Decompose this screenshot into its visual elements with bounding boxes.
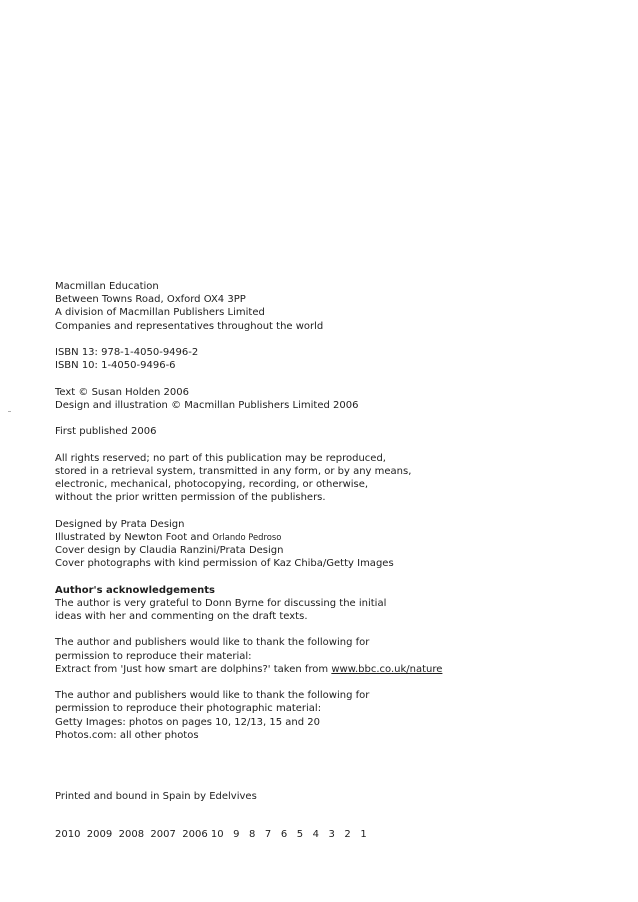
permissions-material-line: The author and publishers would like to thank the following for bbox=[55, 637, 370, 649]
copyright-block bbox=[55, 386, 615, 412]
permissions-photos-line: Getty Images: photos on pages 10, 12/13, 15 and 20 bbox=[55, 716, 321, 728]
bbc-nature-link[interactable]: www.bbc.co.uk/nature bbox=[331, 663, 443, 675]
acknowledgements-line: ideas with her and commenting on the draft texts. bbox=[55, 610, 308, 622]
copyright-text: Text © Susan Holden 2006 bbox=[55, 386, 190, 398]
first-published: First published 2006 bbox=[55, 426, 157, 438]
acknowledgements-block bbox=[55, 584, 615, 624]
rights-line: stored in a retrieval system, transmitted in any form, or by any means, bbox=[55, 465, 412, 477]
permissions-material-block bbox=[55, 636, 615, 676]
margin-mark bbox=[8, 411, 11, 412]
cover-design: Cover design by Claudia Ranzini/Prata Design bbox=[55, 544, 284, 556]
rights-line: electronic, mechanical, photocopying, recording, or otherwise, bbox=[55, 478, 369, 490]
copyright-design: Design and illustration © Macmillan Publishers Limited 2006 bbox=[55, 399, 359, 411]
publisher-division: A division of Macmillan Publishers Limited bbox=[55, 307, 265, 319]
publisher-address: Between Towns Road, Oxford OX4 3PP bbox=[55, 294, 246, 306]
impression-numbers: 10 9 8 7 6 5 4 3 2 1 bbox=[210, 829, 367, 840]
illustrated-by-prefix: Illustrated by Newton Foot and bbox=[55, 531, 213, 543]
imprint-text bbox=[55, 280, 615, 742]
rights-line: All rights reserved; no part of this publication may be reproduced, bbox=[55, 452, 386, 464]
designed-by: Designed by Prata Design bbox=[55, 518, 185, 530]
acknowledgements-heading: Author's acknowledgements bbox=[55, 584, 215, 596]
isbn-block bbox=[55, 346, 615, 372]
rights-line: without the prior written permission of the publishers. bbox=[55, 492, 326, 504]
acknowledgements-line: The author is very grateful to Donn Byrne for discussing the initial bbox=[55, 597, 387, 609]
isbn-10: ISBN 10: 1-4050-9496-6 bbox=[55, 360, 176, 372]
permissions-photos-block bbox=[55, 689, 615, 742]
permissions-photos-line: Photos.com: all other photos bbox=[55, 729, 199, 741]
first-published-block bbox=[55, 425, 615, 438]
illustrated-by bbox=[55, 531, 615, 544]
extract-prefix: Extract from 'Just how smart are dolphins?' taken from bbox=[55, 663, 332, 675]
extract-credit bbox=[55, 663, 615, 676]
cover-photos: Cover photographs with kind permission of Kaz Chiba/Getty Images bbox=[55, 558, 394, 570]
credits-block bbox=[55, 518, 615, 571]
permissions-photos-line: The author and publishers would like to thank the following for bbox=[55, 690, 370, 702]
publisher-companies: Companies and representatives throughout the world bbox=[55, 320, 324, 332]
illustrated-by-second: Orlando Pedroso bbox=[212, 531, 282, 542]
rights-block bbox=[55, 452, 615, 505]
impression-years: 2010 2009 2008 2007 2006 bbox=[55, 829, 208, 840]
permissions-material-line: permission to reproduce their material: bbox=[55, 650, 252, 662]
printed-by: Printed and bound in Spain by Edelvives bbox=[55, 791, 257, 802]
publisher-name: Macmillan Education bbox=[55, 281, 159, 292]
permissions-photos-line: permission to reproduce their photographic material: bbox=[55, 703, 322, 715]
publisher-block bbox=[55, 280, 615, 333]
impression-line bbox=[55, 828, 367, 841]
isbn-13: ISBN 13: 978-1-4050-9496-2 bbox=[55, 347, 199, 358]
